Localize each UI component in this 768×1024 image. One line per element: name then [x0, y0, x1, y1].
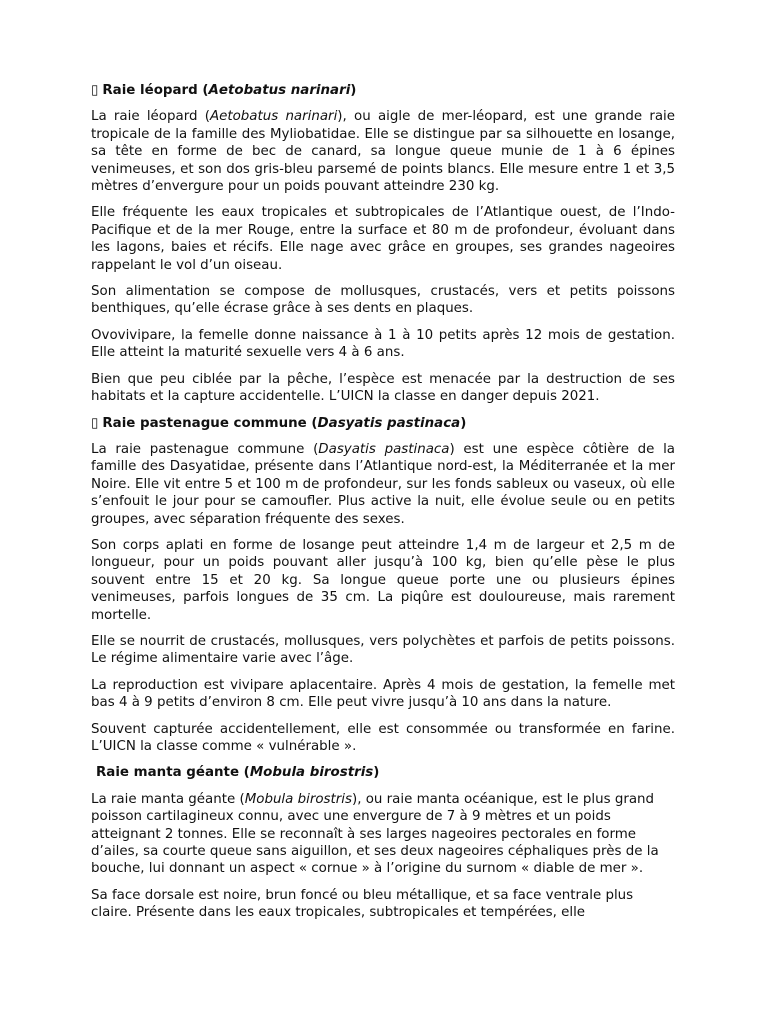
latin-name: Aetobatus narinari	[209, 109, 338, 125]
heading-marker: ▯	[91, 83, 99, 98]
heading-suffix: )	[350, 83, 357, 98]
paragraph: Bien que peu ciblée par la pêche, l’espèce est menacée par la destruction de ses habitats et la capture accidentelle. L’UICN la classe en danger depuis 2021.	[91, 371, 675, 405]
section-heading-giant-manta-ray	[91, 764, 675, 781]
paragraph: Souvent capturée accidentellement, elle est consommée ou transformée en farine. L’UICN la classe comme « vulnérable ».	[91, 721, 675, 754]
heading-latin-name: Aetobatus narinari	[208, 83, 351, 98]
paragraph: Elle fréquente les eaux tropicales et subtropicales de l’Atlantique ouest, de l’Indo-Pacifique et de la mer Rouge, entre la surface et 80 m de profondeur, évoluant dans les lagons, baies et récifs. Elle nage avec grâce en groupes, ses grandes nageoires rappelant le vol d’un oiseau.	[91, 205, 675, 273]
heading-prefix: Raie pastenague commune (	[102, 415, 318, 431]
paragraph: Son corps aplati en forme de losange peut atteindre 1,4 m de largeur et 2,5 m de longueur, pour un poids pouvant aller jusqu’à 100 kg, bien qu’elle pèse le plus souvent entre 15 et 20 kg. Sa longue queue porte une ou plusieurs épines venimeuses, parfois longues de 35 cm. La piqûre est douloureuse, mais rarement mortelle.	[91, 537, 675, 623]
heading-prefix: Raie léopard (	[102, 83, 209, 98]
heading-suffix: )	[373, 765, 380, 781]
section-heading-leopard-ray	[91, 82, 675, 99]
heading-prefix: Raie manta géante (	[96, 765, 250, 781]
heading-latin-name: Dasyatis pastinaca	[317, 415, 461, 431]
document-page	[91, 82, 675, 931]
paragraph: Elle se nourrit de crustacés, mollusques, vers polychètes et parfois de petits poissons. Le régime alimentaire varie avec l’âge.	[91, 633, 675, 667]
paragraph: La raie pastenague commune (Dasyatis pastinaca) est une espèce côtière de la famille des Dasyatidae, présente dans l’Atlantique nord-est, la Méditerranée et la mer Noire. Elle vit entre 5 et 100 m de profondeur, sur les fonds sableux ou vaseux, où elle s’enfouit le jour pour se camoufler. Plus active la nuit, elle évolue seule ou en petits groupes, avec séparation fréquente des sexes.	[91, 441, 675, 527]
paragraph: Sa face dorsale est noire, brun foncé ou bleu métallique, et sa face ventrale plus claire. Présente dans les eaux tropicales, subtropicales et tempérées, elle	[91, 887, 634, 921]
latin-name: Mobula birostris	[244, 791, 352, 807]
latin-name: Dasyatis pastinaca	[318, 441, 450, 457]
paragraph: La raie manta géante (Mobula birostris), ou raie manta océanique, est le plus grand poisson cartilagineux connu, avec une envergure de 7 à 9 mètres et un poids atteignant 2 tonnes. Elle se reconnaît à ses larges nageoires pectorales en forme d’ailes, sa courte queue sans aiguillon, et ses deux nageoires céphaliques près de la bouche, lui donnant un aspect « cornue » à l’origine du surnom « diable de mer ».	[91, 791, 659, 877]
heading-latin-name: Mobula birostris	[249, 765, 374, 781]
paragraph: Son alimentation se compose de mollusques, crustacés, vers et petits poissons benthiques, qu’elle écrase grâce à ses dents en plaques.	[91, 284, 675, 317]
heading-marker: ▯	[91, 415, 99, 431]
heading-suffix: )	[460, 415, 467, 431]
paragraph: Ovovivipare, la femelle donne naissance à 1 à 10 petits après 12 mois de gestation. Elle atteint la maturité sexuelle vers 4 à 6 ans.	[91, 327, 675, 361]
paragraph: La raie léopard (Aetobatus narinari), ou aigle de mer-léopard, est une grande raie tropicale de la famille des Myliobatidae. Elle se distingue par sa silhouette en losange, sa tête en forme de bec de canard, sa longue queue munie de 1 à 6 épines venimeuses, et son dos gris-bleu parsemé de points blancs. Elle mesure entre 1 et 3,5 mètres d’envergure pour un poids pouvant atteindre 230 kg.	[91, 109, 675, 195]
paragraph: La reproduction est vivipare aplacentaire. Après 4 mois de gestation, la femelle met bas 4 à 9 petits d’environ 8 cm. Elle peut vivre jusqu’à 10 ans dans la nature.	[91, 677, 675, 711]
section-heading-common-stingray	[91, 415, 675, 432]
